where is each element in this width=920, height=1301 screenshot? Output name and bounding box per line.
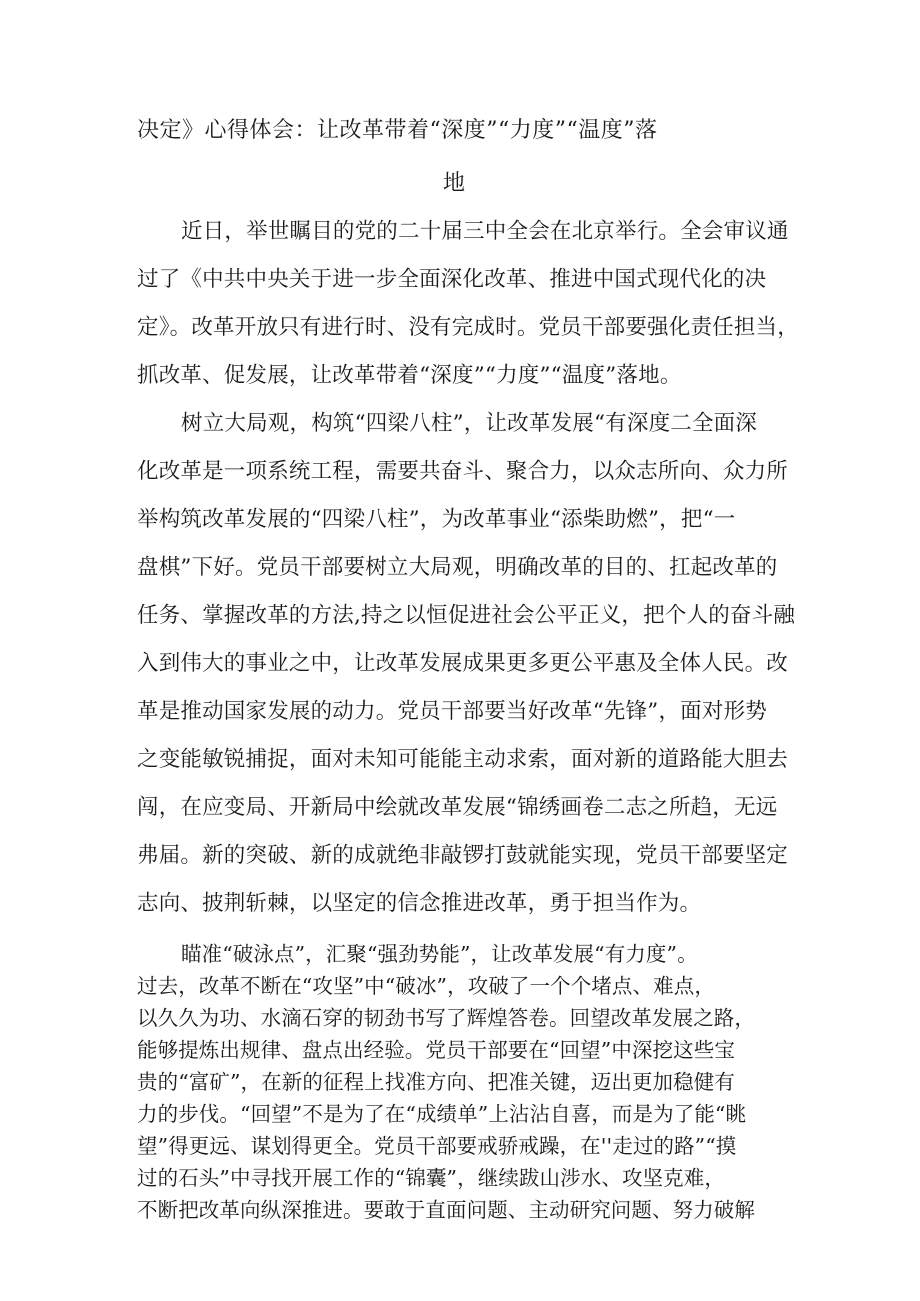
paragraph-1-line-3: 定》。改革开放只有进行时、没有完成时。党员干部要强化责任担当， bbox=[137, 315, 799, 340]
paragraph-3-line-3: 以久久为功、水滴石穿的韧劲书写了辉煌答卷。回望改革发展之路， bbox=[137, 1006, 755, 1030]
paragraph-2-line-4: 盘棋”下好。党员干部要树立大局观，明确改革的目的、扛起改革的 bbox=[137, 555, 778, 580]
paragraph-3-line-7: 望”得更远、谋划得更全。党员干部要戒骄戒躁，在''走过的路”“摸 bbox=[137, 1134, 737, 1158]
paragraph-3-line-8: 过的石头”中寻找开展工作的“锦囊”，继续跋山涉水、攻坚克难， bbox=[137, 1166, 725, 1190]
paragraph-3-line-4: 能够提炼出规律、盘点出经验。党员干部要在“回望”中深挖这些宝 bbox=[137, 1038, 735, 1062]
paragraph-1-line-2: 过了《中共中央关于进一步全面深化改革、推进中国式现代化的决 bbox=[137, 267, 767, 292]
paragraph-2-line-9: 闯，在应变局、开新局中绘就改革发展“锦绣画卷二志之所趋，无远 bbox=[137, 795, 778, 820]
paragraph-2-line-2: 化改革是一项系统工程，需要共奋斗、聚合力，以众志所向、众力所 bbox=[137, 459, 789, 484]
paragraph-3-line-6: 力的步伐。“回望”不是为了在“成绩单”上沾沾自喜，而是为了能“眺 bbox=[137, 1102, 747, 1126]
paragraph-3-line-9: 不断把改革向纵深推进。要敢于直面问题、主动研究问题、努力破解 bbox=[137, 1198, 755, 1222]
paragraph-1-line-4: 抓改革、促发展，让改革带着“深度”“力度”“温度”落地。 bbox=[137, 363, 682, 388]
document-title-line-1: 决定》心得体会：让改革带着“深度”“力度”“温度”落 bbox=[137, 118, 658, 143]
paragraph-2-line-8: 之变能敏锐捕捉，面对未知可能能主动求索，面对新的道路能大胆去 bbox=[137, 747, 789, 772]
paragraph-2-line-5: 任务、掌握改革的方法,持之以恒促进社会公平正义，把个人的奋斗融 bbox=[137, 603, 796, 628]
paragraph-2-line-1: 树立大局观，构筑“四梁八柱”，让改革发展“有深度二全面深 bbox=[181, 411, 758, 436]
paragraph-2-line-11: 志向、披荆斩棘，以坚定的信念推进改革，勇于担当作为。 bbox=[137, 891, 702, 916]
paragraph-3-line-5: 贵的“富矿”，在新的征程上找准方向、把准关键，迈出更加稳健有 bbox=[137, 1070, 735, 1094]
paragraph-3-line-2: 过去，改革不断在“攻坚”中“破冰”，攻破了一个个堵点、难点， bbox=[137, 974, 715, 998]
paragraph-1-line-1: 近日，举世瞩目的党的二十届三中全会在北京举行。全会审议通 bbox=[181, 219, 789, 244]
paragraph-2-line-10: 弗届。新的突破、新的成就绝非敲锣打鼓就能实现，党员干部要坚定 bbox=[137, 843, 789, 868]
document-title-line-2: 地 bbox=[443, 171, 466, 196]
paragraph-2-line-7: 革是推动国家发展的动力。党员干部要当好改革“先锋”，面对形势 bbox=[137, 699, 767, 724]
paragraph-2-line-3: 举构筑改革发展的“四梁八柱”，为改革事业“添柴助燃”，把“一 bbox=[137, 507, 736, 532]
paragraph-2-line-6: 入到伟大的事业之中，让改革发展成果更多更公平惠及全体人民。改 bbox=[137, 651, 789, 676]
paragraph-3-line-1: 瞄准“破泳点”，汇聚“强劲势能”，让改革发展“有力度”。 bbox=[181, 942, 698, 966]
